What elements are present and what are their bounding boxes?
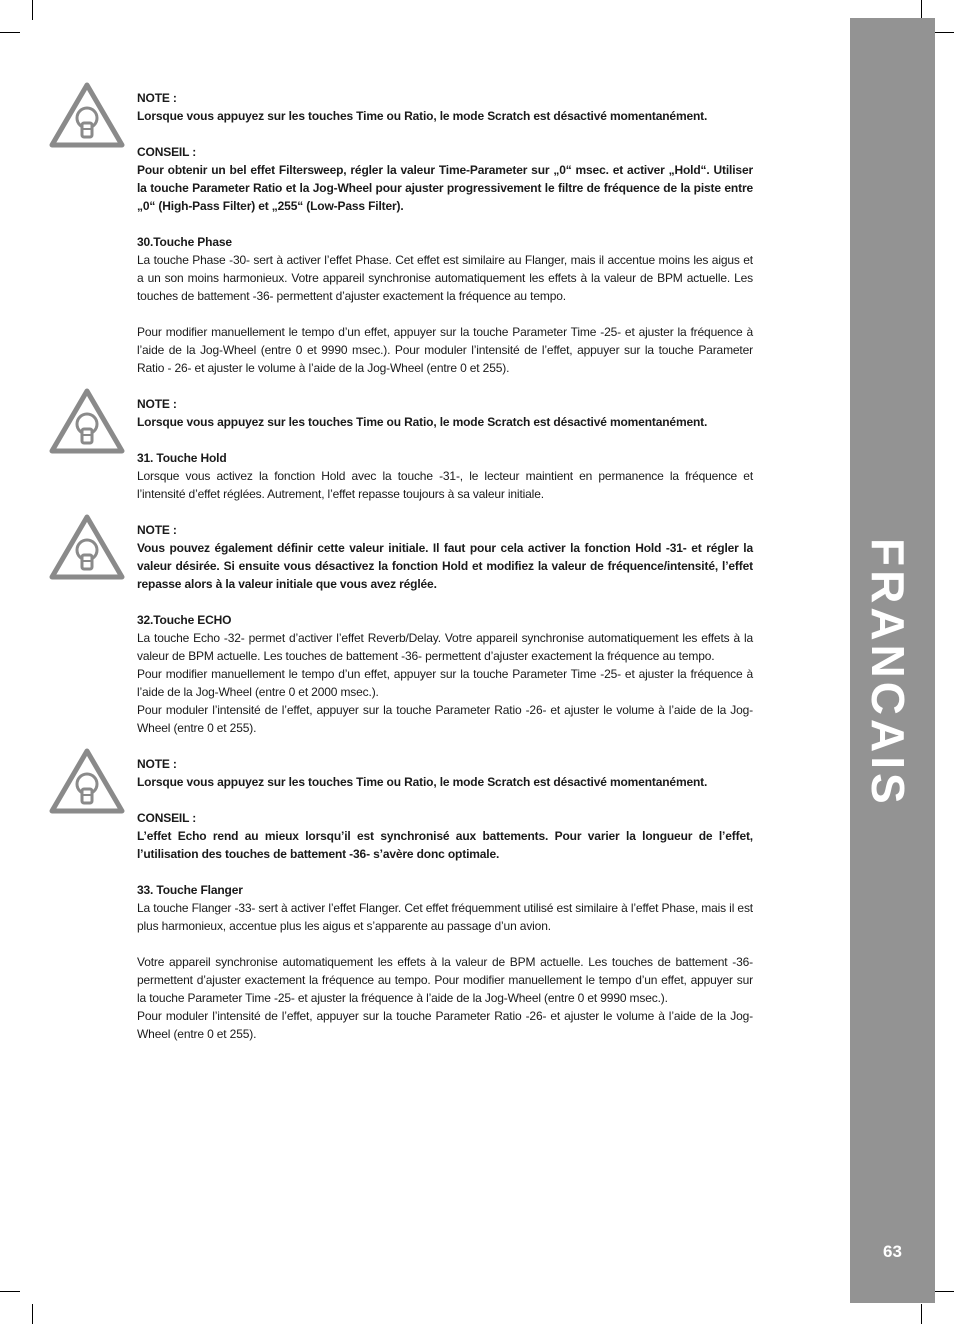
block-text: La touche Echo -32- permet d’activer l’effet Reverb/Delay. Votre appareil synchronise automatiquement les effets à la valeur de BPM actuelle. Les touches de battement -36- permettent d’ajuster exactement la fréquence au tempo.: [137, 631, 753, 663]
block-heading: NOTE :: [137, 523, 177, 537]
block-text: Lorsque vous appuyez sur les touches Time ou Ratio, le mode Scratch est désactivé momentanément.: [137, 775, 708, 789]
tip-block: [137, 809, 753, 863]
section-block: [137, 449, 753, 503]
block-text: La touche Phase -30- sert à activer l’effet Phase. Cet effet est similaire au Flanger, mais il accentue moins les aigus et a un son moins harmonieux. Votre appareil synchronise automatiquement les effets à la valeur de BPM actuelle. Les touches de battement -36- permettent d’ajuster exactement la fréquence au tempo.: [137, 253, 753, 303]
warning-lightbulb-icon: [49, 513, 125, 581]
block-heading: 33. Touche Flanger: [137, 883, 243, 897]
block-text: Vous pouvez également définir cette valeur initiale. Il faut pour cela activer la fonction Hold -31- et régler la valeur désirée. Si ensuite vous désactivez la fonction Hold et modifiez la valeur de fréquence/intensité, l’effet repasse alors à la valeur initiale que vous avez réglée.: [137, 541, 753, 591]
note-block: [137, 89, 753, 125]
tip-block: [137, 143, 753, 215]
section-block: [137, 233, 753, 305]
block-heading: CONSEIL :: [137, 145, 197, 159]
para-block: [137, 323, 753, 377]
note-block: [137, 521, 753, 593]
page-content: [137, 89, 753, 1061]
para-block: [137, 953, 753, 1043]
block-heading: 31. Touche Hold: [137, 451, 227, 465]
page-number: 63: [883, 1242, 902, 1261]
language-label: FRANCAIS: [862, 538, 914, 808]
note-block: [137, 755, 753, 791]
block-text: Pour modifier manuellement le tempo d’un effet, appuyer sur la touche Parameter Time -25- et ajuster la fréquence à l’aide de la Jog-Wheel (entre 0 et 9990 msec.). Pour moduler l’intensité de l’effet, appuyer sur la touche Parameter Ratio - 26- et ajuster le volume à l’aide de la Jog-Wheel (entre 0 et 255).: [137, 325, 753, 375]
section-block: [137, 611, 753, 737]
block-text: Lorsque vous appuyez sur les touches Time ou Ratio, le mode Scratch est désactivé momentanément.: [137, 415, 708, 429]
warning-lightbulb-icon: [49, 81, 125, 149]
block-text: Pour modifier manuellement le tempo d’un effet, appuyer sur la touche Parameter Time -25- et ajuster la fréquence à l’aide de la Jog-Wheel (entre 0 et 2000 msec.).: [137, 667, 753, 699]
note-block: [137, 395, 753, 431]
block-text: Votre appareil synchronise automatiquement les effets à la valeur de BPM actuelle. Les touches de battement -36- permettent d’ajuster exactement la fréquence au tempo. Pour modifier manuellement le tempo d’un effet, appuyer sur la touche Parameter Time -25- et ajuster la fréquence à l’aide de la Jog-Wheel (entre 0 et 9990 msec.).: [137, 955, 753, 1005]
block-heading: NOTE :: [137, 397, 177, 411]
block-text: Pour moduler l’intensité de l’effet, appuyer sur la touche Parameter Ratio -26- et ajuster le volume à l’aide de la Jog-Wheel (entre 0 et 255).: [137, 1009, 753, 1041]
block-text: Lorsque vous appuyez sur les touches Time ou Ratio, le mode Scratch est désactivé momentanément.: [137, 109, 708, 123]
block-heading: NOTE :: [137, 757, 177, 771]
block-heading: CONSEIL :: [137, 811, 197, 825]
block-heading: 30.Touche Phase: [137, 235, 232, 249]
block-text: Lorsque vous activez la fonction Hold avec la touche -31-, le lecteur maintient en permanence la fréquence et l’intensité d’effet réglées. Autrement, l’effet repasse toujours à sa valeur initiale.: [137, 469, 753, 501]
block-heading: 32.Touche ECHO: [137, 613, 232, 627]
section-block: [137, 881, 753, 935]
block-text: Pour obtenir un bel effet Filtersweep, régler la valeur Time-Parameter sur „0“ msec. et activer „Hold“. Utiliser la touche Parameter Ratio et la Jog-Wheel pour ajuster progressivement le filtre de fréquence de la piste entre „0“ (High-Pass Filter) et „255“ (Low-Pass Filter).: [137, 163, 753, 213]
language-sidebar: [850, 18, 935, 1303]
block-heading: NOTE :: [137, 91, 177, 105]
warning-lightbulb-icon: [49, 747, 125, 815]
block-text: L’effet Echo rend au mieux lorsqu’il est synchronisé aux battements. Pour varier la longueur de l’effet, l’utilisation des touches de battement -36- s’avère donc optimale.: [137, 829, 753, 861]
warning-lightbulb-icon: [49, 387, 125, 455]
block-text: La touche Flanger -33- sert à activer l’effet Flanger. Cet effet fréquemment utilisé est similaire à l’effet Phase, mais il est plus harmonieux, accentue plus les aigus et s’apparente au passage d’un avion.: [137, 901, 753, 933]
block-text: Pour moduler l’intensité de l’effet, appuyer sur la touche Parameter Ratio -26- et ajuster le volume à l’aide de la Jog-Wheel (entre 0 et 255).: [137, 703, 753, 735]
